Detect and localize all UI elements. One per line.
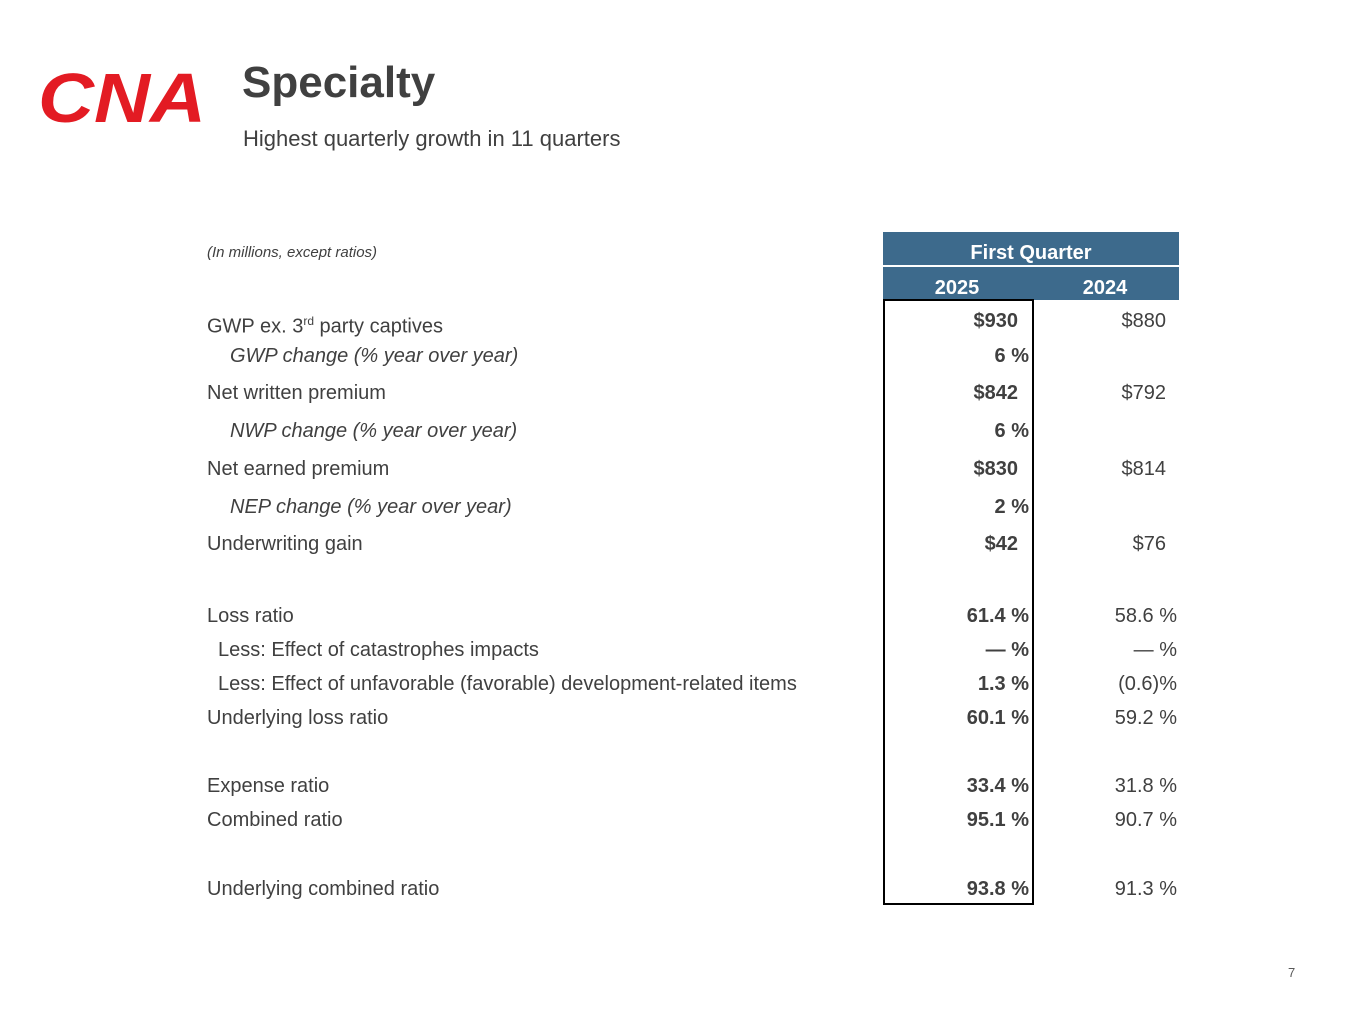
table-row xyxy=(0,701,1365,735)
row-label: Loss ratio xyxy=(207,605,294,627)
units-note: (In millions, except ratios) xyxy=(207,244,378,261)
row-label: GWP ex. 3rd party captives xyxy=(207,314,443,338)
row-label: Underwriting gain xyxy=(207,533,363,555)
table-row xyxy=(0,872,1365,906)
value-2024: 91.3 % xyxy=(1114,878,1177,900)
table-row xyxy=(0,667,1365,701)
column-header-2024: 2024 xyxy=(1031,267,1179,300)
value-2025: 1.3 % xyxy=(977,673,1029,695)
table-row xyxy=(0,376,1365,410)
value-2025: $42 xyxy=(984,533,1018,555)
value-2024: $814 xyxy=(1121,458,1166,480)
table-row xyxy=(0,769,1365,803)
value-2024: 59.2 % xyxy=(1114,707,1177,729)
value-2025: 60.1 % xyxy=(966,707,1029,729)
value-2024: 58.6 % xyxy=(1114,605,1177,627)
row-label: Underlying combined ratio xyxy=(207,878,440,900)
row-label: Less: Effect of unfavorable (favorable) development-related items xyxy=(218,673,797,695)
value-2025: $930 xyxy=(973,310,1018,332)
row-label: Net written premium xyxy=(207,382,386,404)
value-2024: (0.6)% xyxy=(1118,673,1177,695)
row-label: NEP change (% year over year) xyxy=(230,496,512,518)
column-header-2025: 2025 xyxy=(883,267,1031,300)
value-2025: 2 % xyxy=(994,496,1029,518)
row-label: Less: Effect of catastrophes impacts xyxy=(218,639,539,661)
value-2024: — % xyxy=(1133,639,1177,661)
cna-logo xyxy=(38,68,208,126)
table-row xyxy=(0,414,1365,448)
value-2025: 95.1 % xyxy=(966,809,1029,831)
value-2025: 6 % xyxy=(994,345,1029,367)
row-label: Underlying loss ratio xyxy=(207,707,389,729)
table-row xyxy=(0,339,1365,373)
table-row xyxy=(0,803,1365,837)
table-row xyxy=(0,633,1365,667)
table-row xyxy=(0,452,1365,486)
table-row xyxy=(0,599,1365,633)
logo-text: CNA xyxy=(38,68,206,126)
value-2025: 6 % xyxy=(994,420,1029,442)
table-row xyxy=(0,304,1365,338)
column-group-header: First Quarter xyxy=(883,232,1179,265)
value-2024: 31.8 % xyxy=(1114,775,1177,797)
table-row xyxy=(0,527,1365,561)
row-label: NWP change (% year over year) xyxy=(230,420,518,442)
table-row xyxy=(0,490,1365,524)
value-2024: 90.7 % xyxy=(1114,809,1177,831)
value-2025: — % xyxy=(985,639,1029,661)
value-2025: $842 xyxy=(973,382,1018,404)
value-2024: $76 xyxy=(1132,533,1166,555)
value-2025: 93.8 % xyxy=(966,878,1029,900)
value-2025: 33.4 % xyxy=(966,775,1029,797)
value-2024: $792 xyxy=(1121,382,1166,404)
row-label: GWP change (% year over year) xyxy=(230,345,519,367)
row-label: Combined ratio xyxy=(207,809,343,831)
row-label: Expense ratio xyxy=(207,775,330,797)
value-2024: $880 xyxy=(1121,310,1166,332)
row-label: Net earned premium xyxy=(207,458,390,480)
value-2025: 61.4 % xyxy=(966,605,1029,627)
page-subtitle: Highest quarterly growth in 11 quarters xyxy=(243,126,621,151)
page-title: Specialty xyxy=(242,58,436,107)
page-number: 7 xyxy=(1288,965,1296,980)
value-2025: $830 xyxy=(973,458,1018,480)
